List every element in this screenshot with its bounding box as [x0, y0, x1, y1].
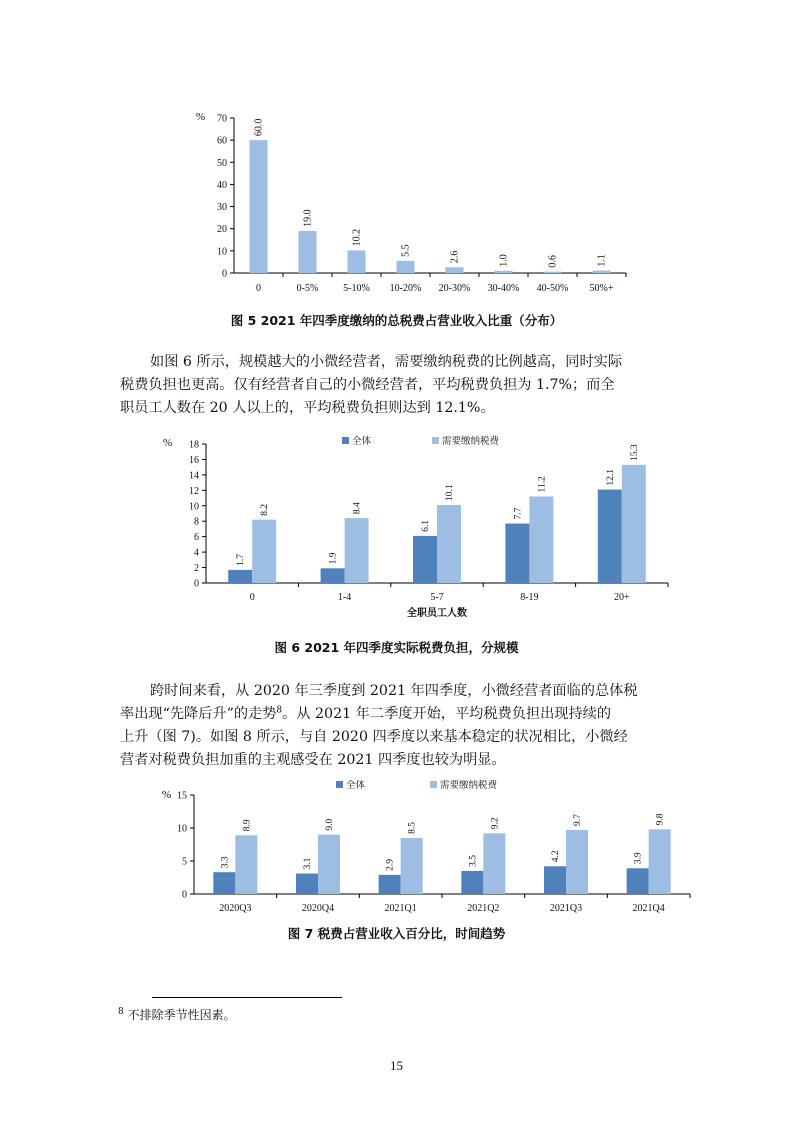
paragraph-2	[120, 680, 676, 772]
y-tick-label: 10	[217, 246, 227, 258]
data-label: 11.2	[537, 476, 548, 493]
data-label: 19.0	[302, 209, 314, 227]
footnote-ref: 8	[276, 705, 283, 716]
bar	[250, 140, 268, 273]
bar	[544, 272, 562, 273]
x-tick-label: 2020Q4	[301, 903, 335, 914]
paragraph-2-line-4: 营者对税费负担加重的主观感受在 2021 四季度也较为明显。	[120, 752, 506, 768]
paragraph-1-line-2: 税费负担也更高。仅有经营者自己的小微经营者，平均税费负担为 1.7%；而全	[120, 377, 615, 393]
y-tick-label: 15	[177, 790, 187, 802]
y-tick-label: 12	[189, 485, 199, 497]
y-tick-label: 60	[217, 135, 227, 147]
bar	[318, 835, 340, 894]
y-tick-label: 18	[189, 439, 199, 451]
y-tick-label: 20	[217, 224, 227, 236]
data-label: 1.1	[596, 254, 608, 267]
bar	[299, 231, 317, 273]
y-tick-label: 8	[194, 516, 199, 528]
bar	[495, 271, 513, 273]
bar	[379, 875, 401, 894]
bar	[649, 829, 671, 894]
y-tick-label: 2	[194, 563, 199, 575]
data-label: 9.7	[573, 814, 583, 826]
y-tick-label: 0	[194, 578, 199, 590]
figure-5-chart	[0, 105, 793, 300]
x-tick-label: 5-7	[430, 592, 444, 603]
y-tick-label: 40	[217, 179, 227, 191]
data-label: 15.3	[629, 444, 640, 461]
data-label: 6.1	[421, 520, 431, 532]
page-number: 15	[390, 1058, 403, 1073]
data-label: 8.9	[242, 819, 253, 832]
figure-5-caption: 图 5 2021 年四季度缴纳的总税费占营业收入比重（分布）	[230, 313, 563, 328]
bar	[252, 520, 276, 583]
y-unit-label: %	[162, 789, 172, 801]
bar	[593, 271, 611, 273]
y-tick-label: 10	[177, 823, 187, 835]
data-label: 12.1	[605, 468, 616, 486]
footnote	[118, 1006, 236, 1023]
data-label: 5.5	[400, 244, 412, 257]
data-label: 2.6	[449, 250, 461, 264]
x-tick-label: 2021Q1	[384, 903, 417, 914]
bar	[446, 267, 464, 273]
x-tick-label: 5-10%	[343, 283, 370, 294]
data-label: 0.6	[547, 255, 559, 268]
x-tick-label: 2021Q3	[549, 903, 583, 914]
data-label: 8.5	[407, 822, 418, 834]
data-label: 10.2	[351, 228, 363, 247]
footnote-text: 不排除季节性因素。	[127, 1008, 236, 1022]
bar	[505, 524, 529, 583]
bar	[235, 835, 257, 894]
bar	[401, 838, 423, 894]
legend-label: 需要缴纳税费	[442, 436, 500, 447]
y-tick-label: 0	[222, 268, 227, 280]
y-tick-label: 0	[182, 889, 187, 901]
x-tick-label: 0-5%	[296, 283, 319, 294]
paragraph-2-line-2	[120, 703, 676, 726]
bar	[483, 833, 505, 894]
x-tick-label: 2021Q2	[467, 903, 500, 914]
data-label: 60.0	[253, 118, 265, 137]
bar	[213, 872, 235, 894]
y-tick-label: 5	[182, 856, 187, 868]
bar	[345, 518, 369, 583]
x-tick-label: 2020Q3	[219, 903, 252, 914]
y-tick-label: 70	[217, 113, 227, 125]
bar	[627, 868, 649, 894]
paragraph-2-line-1: 跨时间来看，从 2020 年三季度到 2021 年四季度，小微经营者面临的总体税	[150, 683, 638, 699]
y-unit-label: %	[163, 437, 173, 449]
bar	[397, 261, 415, 273]
x-tick-label: 0	[249, 592, 255, 603]
bar	[622, 465, 646, 583]
legend-label: 需要缴纳税费	[440, 780, 498, 791]
y-tick-label: 14	[189, 470, 199, 482]
x-tick-label: 1-4	[337, 592, 352, 603]
figure-7-caption: 图 7 税费占营业收入百分比，时间趋势	[287, 926, 506, 941]
data-label: 9.8	[655, 813, 666, 826]
x-tick-label: 40-50%	[536, 283, 569, 294]
y-unit-label: %	[196, 111, 206, 123]
x-tick-label: 30-40%	[487, 283, 520, 294]
y-tick-label: 30	[217, 202, 227, 214]
figure-7-chart	[0, 780, 793, 915]
legend-swatch	[336, 781, 343, 788]
paragraph-1-line-1: 如图 6 所示，规模越大的小微经营者，需要缴纳税费的比例越高，同时实际	[150, 354, 623, 370]
x-tick-label: 8-19	[520, 592, 539, 603]
x-tick-label: 20-30%	[438, 283, 471, 294]
bar	[296, 874, 318, 894]
data-label: 3.3	[220, 856, 231, 869]
footnote-marker: 8	[118, 1007, 124, 1017]
data-label: 3.5	[468, 855, 479, 867]
data-label: 8.4	[352, 502, 363, 515]
bar	[461, 871, 483, 894]
paragraph-2-line-3: 上升（图 7)。如图 8 所示，与自 2020 四季度以来基本稳定的状况相比，小微经	[120, 729, 628, 745]
bar	[529, 497, 553, 583]
bar	[228, 570, 252, 583]
paragraph-1-line-3: 职员工人数在 20 人以上的，平均税费负担则达到 12.1%。	[120, 400, 495, 416]
bar	[598, 490, 622, 583]
legend-swatch	[430, 781, 437, 788]
bar	[413, 536, 437, 583]
legend-swatch	[342, 437, 349, 444]
data-label: 9.0	[325, 818, 335, 831]
x-tick-label: 10-20%	[389, 283, 422, 294]
x-tick-label: 0	[256, 283, 261, 294]
legend-swatch	[432, 437, 439, 444]
paragraph-2-line-2b: 。从 2021 年二季度开始，平均税费负担出现持续的	[282, 706, 612, 722]
paragraph-1	[120, 351, 676, 420]
bar	[321, 568, 345, 583]
data-label: 10.1	[445, 484, 455, 502]
bar	[437, 505, 461, 583]
data-label: 1.7	[236, 553, 247, 566]
legend-label: 全体	[346, 780, 366, 791]
paragraph-2-line-2a: 率出现“先降后升”的走势	[120, 706, 277, 722]
bar	[348, 250, 366, 273]
bar	[544, 866, 566, 894]
figure-6-caption: 图 6 2021 年四季度实际税费负担，分规模	[274, 640, 519, 655]
x-tick-label: 50%+	[589, 283, 614, 294]
data-label: 1.0	[498, 254, 510, 267]
data-label: 3.1	[303, 857, 313, 870]
bar	[566, 830, 588, 894]
data-label: 3.9	[633, 852, 644, 865]
data-label: 2.9	[385, 858, 396, 871]
y-tick-label: 50	[217, 157, 227, 169]
y-tick-label: 16	[189, 454, 199, 466]
x-tick-label: 2021Q4	[632, 903, 665, 914]
data-label: 4.2	[551, 850, 561, 863]
data-label: 1.9	[328, 552, 339, 565]
figure-6-chart	[0, 432, 793, 627]
y-tick-label: 10	[189, 501, 199, 513]
footnote-divider	[152, 997, 342, 998]
legend-label: 全体	[352, 436, 372, 447]
x-tick-label: 20+	[613, 592, 630, 603]
y-tick-label: 6	[194, 532, 199, 544]
data-label: 7.7	[513, 507, 524, 520]
data-label: 9.2	[490, 817, 501, 830]
data-label: 8.2	[260, 503, 271, 516]
y-tick-label: 4	[194, 547, 199, 559]
x-axis-title: 全职员工人数	[407, 608, 467, 619]
